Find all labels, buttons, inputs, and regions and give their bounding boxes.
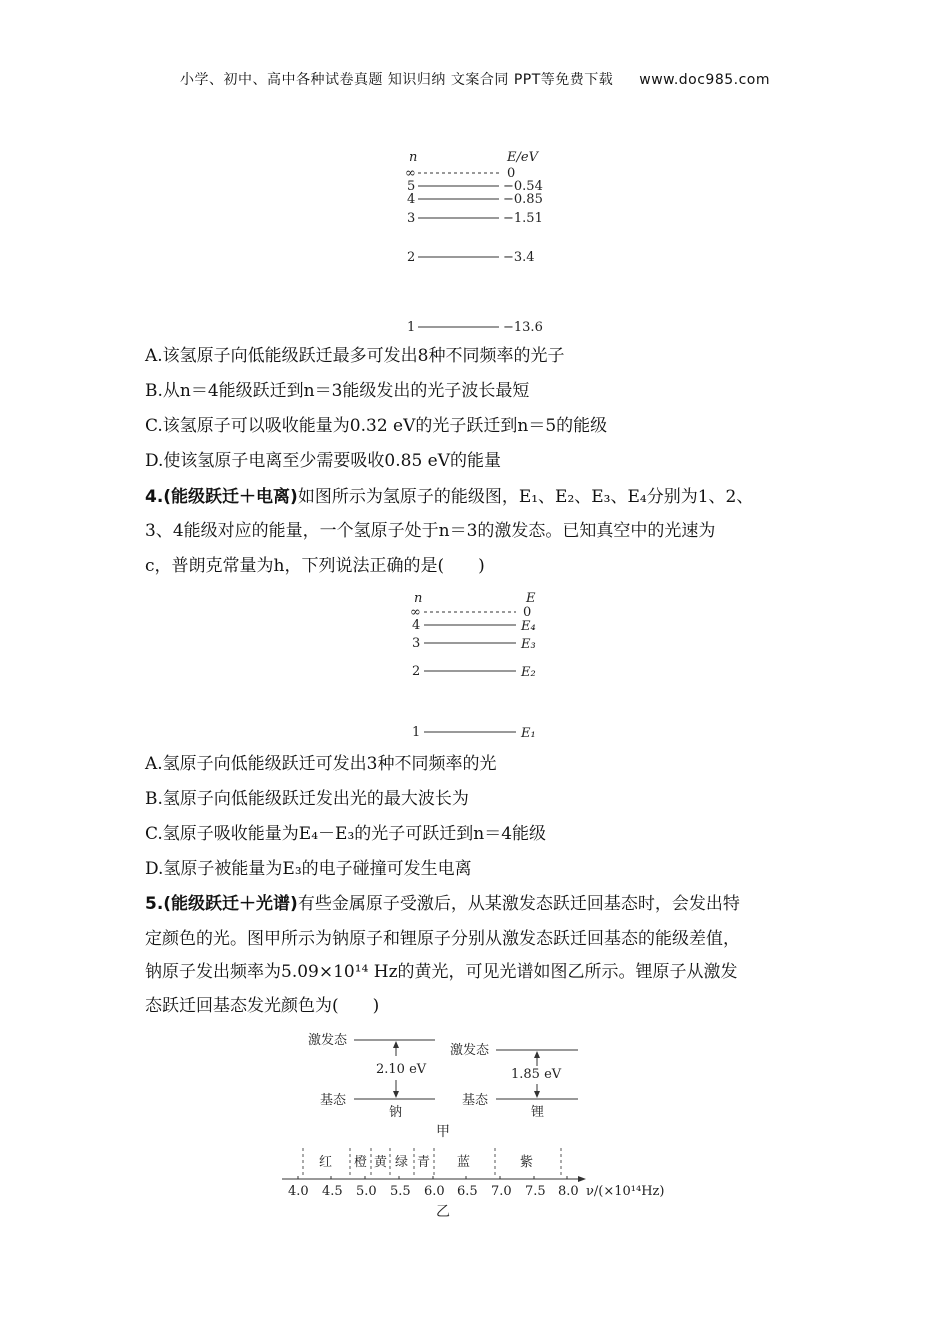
tick-label: 5.0: [356, 1184, 377, 1199]
level-n: 4: [407, 192, 416, 207]
na-ground-label: 基态: [320, 1093, 347, 1108]
n-axis-label: n: [414, 591, 423, 606]
q4-option-b: B.氢原子向低能级跃迁发出光的最大波长为: [145, 789, 469, 809]
tick-label: 5.5: [390, 1184, 411, 1199]
level-e: −1.51: [503, 211, 543, 226]
tick-label: 4.0: [288, 1184, 309, 1199]
e-axis-label: E: [526, 591, 536, 606]
q4-stem-line-3: c，普朗克常量为h，下列说法正确的是( ): [145, 556, 485, 576]
q4-tag: 4.(能级跃迁＋电离): [145, 487, 298, 507]
na-delta: 2.10 eV: [376, 1062, 427, 1077]
n-axis-label: n: [409, 150, 418, 165]
page-header: [0, 69, 950, 89]
fig-yi-caption: 乙: [436, 1204, 450, 1220]
q4-stem-line-2: 3、4能级对应的能量，一个氢原子处于n＝3的激发态。已知真空中的光速为: [145, 521, 716, 541]
q5-stem-line-4: 态跃迁回基态发光颜色为( ): [145, 996, 380, 1016]
q3-option-a: A.该氢原子向低能级跃迁最多可发出8种不同频率的光子: [145, 346, 565, 366]
figure-jia: [300, 1028, 590, 1140]
e-axis-label: E/eV: [507, 150, 538, 165]
level-e: −13.6: [503, 320, 543, 335]
li-arrow-down-head: [534, 1091, 540, 1098]
level-n: 5: [407, 179, 416, 194]
color-yellow: 黄: [374, 1155, 388, 1170]
tick-label: 6.5: [457, 1184, 478, 1199]
color-green: 绿: [395, 1155, 409, 1170]
color-orange: 橙: [354, 1155, 368, 1170]
tick-label: 7.0: [491, 1184, 512, 1199]
q5-stem-line-3: 钠原子发出频率为5.09×10¹⁴ Hz的黄光，可见光谱如图乙所示。锂原子从激发: [145, 962, 738, 982]
level-n: 2: [407, 250, 416, 265]
energy-level-diagram-1: [395, 145, 565, 340]
color-violet: 紫: [520, 1155, 534, 1170]
q4-text-1: 如图所示为氢原子的能级图，E₁、E₂、E₃、E₄分别为1、2、: [297, 487, 754, 507]
q5-text-1: 有些金属原子受激后，从某激发态跃迁回基态时，会发出特: [297, 894, 740, 914]
q4-option-c: C.氢原子吸收能量为E₄－E₃的光子可跃迁到n＝4能级: [145, 824, 547, 844]
level-n: ∞: [405, 166, 416, 181]
q4-option-a: A.氢原子向低能级跃迁可发出3种不同频率的光: [145, 754, 497, 774]
na-excited-label: 激发态: [308, 1033, 348, 1048]
level-n: 3: [407, 211, 416, 226]
figure-yi: [280, 1140, 680, 1220]
q3-option-d: D.使该氢原子电离至少需要吸收0.85 eV的能量: [145, 451, 502, 471]
q5-tag: 5.(能级跃迁＋光谱): [145, 894, 298, 914]
tick-label: 8.0: [558, 1184, 579, 1199]
axis-arrowhead: [578, 1176, 586, 1182]
header-text: 小学、初中、高中各种试卷真题 知识归纳 文案合同 PPT等免费下载: [179, 72, 614, 88]
tick-label: 6.0: [424, 1184, 445, 1199]
level-e: E₄: [521, 619, 536, 634]
li-delta: 1.85 eV: [511, 1067, 562, 1082]
color-blue: 蓝: [457, 1155, 471, 1170]
q5-stem-line-2: 定颜色的光。图甲所示为钠原子和锂原子分别从激发态跃迁回基态的能级差值，: [145, 929, 740, 949]
level-n: ∞: [410, 605, 421, 620]
q3-option-b: B.从n＝4能级跃迁到n＝3能级发出的光子波长最短: [145, 381, 530, 401]
li-ground-label: 基态: [462, 1093, 489, 1108]
level-n: 4: [412, 618, 421, 633]
q5-stem-line-1: [145, 893, 740, 915]
energy-level-diagram-2: [400, 586, 560, 746]
level-e: −3.4: [503, 250, 535, 265]
li-excited-label: 激发态: [450, 1043, 490, 1058]
na-arrow-down-head: [393, 1091, 399, 1098]
color-red: 红: [319, 1155, 333, 1170]
q4-stem-line-1: [145, 486, 753, 508]
tick-label: 4.5: [322, 1184, 343, 1199]
header-url: www.doc985.com: [639, 72, 771, 88]
level-n: 1: [407, 320, 416, 335]
li-name: 锂: [531, 1105, 545, 1120]
axis-label: ν/(×10¹⁴Hz): [586, 1184, 665, 1199]
color-cyan: 青: [417, 1155, 431, 1170]
level-e: E₃: [521, 637, 536, 652]
level-e: 0: [523, 605, 532, 620]
level-e: −0.85: [503, 192, 543, 207]
tick-label: 7.5: [525, 1184, 546, 1199]
level-e: 0: [507, 166, 516, 181]
level-n: 3: [412, 636, 421, 651]
fig-jia-caption: 甲: [436, 1124, 450, 1140]
na-arrow-up-head: [393, 1041, 399, 1048]
level-n: 2: [412, 664, 421, 679]
level-e: E₁: [521, 726, 536, 741]
level-e: −0.54: [503, 179, 543, 194]
na-name: 钠: [389, 1105, 403, 1120]
q3-option-c: C.该氢原子可以吸收能量为0.32 eV的光子跃迁到n＝5的能级: [145, 416, 608, 436]
q4-option-d: D.氢原子被能量为E₃的电子碰撞可发生电离: [145, 859, 472, 879]
li-arrow-up-head: [534, 1051, 540, 1058]
level-n: 1: [412, 725, 421, 740]
level-e: E₂: [521, 665, 536, 680]
